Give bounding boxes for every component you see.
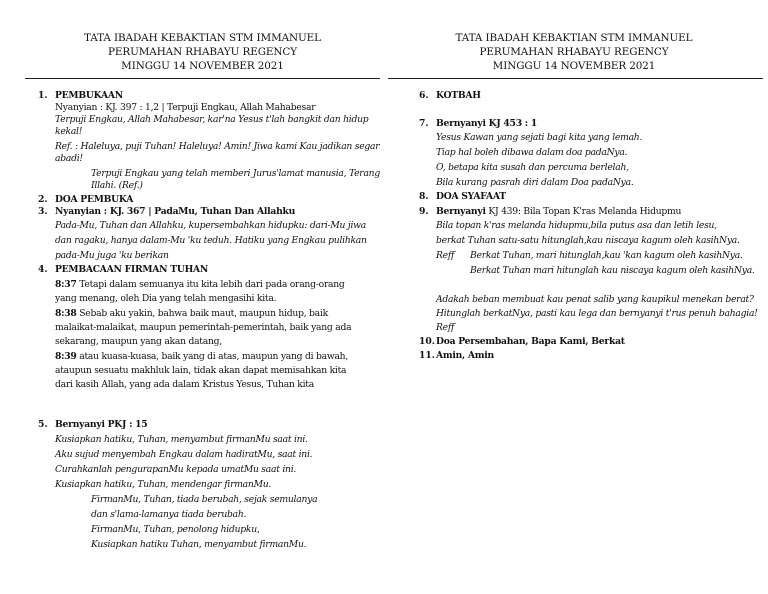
lyric-line: Ref. : Haleluya, puji Tuhan! Haleluya! Amin! Jiwa kami Kau jadikan segar — [55, 141, 380, 152]
lyric-line: Adakah beban membuat kau penat salib yang kaupikul menekan berat? — [436, 294, 754, 305]
right-header — [389, 31, 759, 73]
lyric-line: dan ragaku, hanya dalam-Mu 'ku teduh. Hatiku yang Engkau pulihkan — [55, 235, 367, 246]
verse-number: 8:39 — [55, 351, 77, 362]
item-number: 3. — [38, 206, 48, 217]
lyric-line: pada-Mu juga 'ku berikan — [55, 250, 169, 261]
verse-line — [55, 308, 328, 320]
item-number: 6. — [419, 90, 429, 101]
lyric-line: Terpuji Engkau, Allah Mahabesar, kar'na Yesus t'lah bangkit dan hidup — [55, 114, 369, 125]
refrain-label: Reff — [436, 250, 455, 261]
lyric-line: Illahi. (Ref.) — [91, 180, 143, 191]
verse-text: Sebab aku yakin, bahwa baik maut, maupun hidup, baik — [76, 308, 328, 319]
left-header-rule — [25, 78, 380, 79]
item-number: 9. — [419, 206, 429, 217]
lyric-line: Hitunglah berkatNya, pasti kau lega dan bernyanyi t'rus penuh bahagia! — [436, 308, 758, 319]
lyric-line: Tiap hal boleh dibawa dalam doa padaNya. — [436, 147, 628, 158]
lyric-line: Bila topan k'ras melanda hidupmu,bila putus asa dan letih lesu, — [436, 220, 717, 231]
verse-line: dari kasih Allah, yang ada dalam Kristus Yesus, Tuhan kita — [55, 379, 314, 390]
item-number: 8. — [419, 191, 429, 202]
item-number: 10. — [419, 336, 435, 347]
verse-number: 8:37 — [55, 279, 77, 290]
verse-line: ataupun sesuatu makhluk lain, tidak akan dapat memisahkan kita — [55, 365, 347, 376]
lyric-line: Curahkanlah pengurapanMu kepada umatMu saat ini. — [55, 464, 297, 475]
lyric-line: Kusiapkan hatiku, Tuhan, menyambut firmanMu saat ini. — [55, 434, 308, 445]
right-header-rule — [388, 78, 763, 79]
verse-line: yang menang, oleh Dia yang telah mengasihi kita. — [55, 293, 277, 304]
hymn-title: KJ 439: Bila Topan K'ras Melanda Hidupmu — [485, 206, 682, 217]
lyric-line: kekal! — [55, 126, 83, 137]
lyric-line: Aku sujud menyembah Engkau dalam hadiratMu, saat ini. — [55, 449, 313, 460]
lyric-line: Yesus Kawan yang sejati bagi kita yang lemah. — [436, 132, 643, 143]
item-number: 11. — [419, 350, 435, 361]
verse-text: Tetapi dalam semuanya itu kita lebih dari pada orang-orang — [76, 279, 345, 290]
verse-number: 8:38 — [55, 308, 77, 319]
section-title-bernyanyi-kj439 — [436, 206, 681, 218]
verse-line — [55, 279, 345, 291]
lyric-line: Terpuji Engkau yang telah memberi Jurus'lamat manusia, Terang — [91, 168, 380, 179]
item-number: 4. — [38, 264, 48, 275]
item-number: 1. — [38, 90, 48, 101]
lyric-line: Kusiapkan hatiku Tuhan, menyambut firmanMu. — [91, 539, 307, 550]
item-number: 2. — [38, 194, 48, 205]
item-number: 7. — [419, 118, 429, 129]
section-title-doa-pembuka: DOA PEMBUKA — [55, 194, 134, 205]
lyric-line: FirmanMu, Tuhan, tiada berubah, sejak semulanya — [91, 494, 318, 505]
lyric-line: Bila kurang pasrah diri dalam Doa padaNya. — [436, 177, 634, 188]
lyric-line: abadi! — [55, 153, 83, 164]
lyric-line: Berkat Tuhan, mari hitunglah,kau 'kan kagum oleh kasihNya. — [470, 250, 743, 261]
section-title-doa-syafaat: DOA SYAFAAT — [436, 191, 506, 202]
right-header-line-2: PERUMAHAN RHABAYU REGENCY — [479, 46, 669, 58]
right-header-line-1: TATA IBADAH KEBAKTIAN STM IMMANUEL — [455, 32, 693, 44]
left-header — [25, 31, 380, 73]
lyric-line: Berkat Tuhan mari hitunglah kau niscaya kagum oleh kasihNya. — [470, 265, 755, 276]
section-title-pembukaan: PEMBUKAAN — [55, 90, 123, 101]
verse-line: sekarang, maupun yang akan datang, — [55, 336, 222, 347]
lyric-line: FirmanMu, Tuhan, penolong hidupku, — [91, 524, 260, 535]
section-title-kotbah: KOTBAH — [436, 90, 481, 101]
left-header-line-3: MINGGU 14 NOVEMBER 2021 — [121, 60, 284, 72]
left-header-line-2: PERUMAHAN RHABAYU REGENCY — [108, 46, 297, 58]
lyric-line: dan s'lama-lamanya tiada berubah. — [91, 509, 247, 520]
section-title-bernyanyi-pkj: Bernyanyi PKJ : 15 — [55, 419, 148, 430]
item-number: 5. — [38, 419, 48, 430]
lyric-line: O, betapa kita susah dan percuma berlelah, — [436, 162, 629, 173]
section-title-pembacaan: PEMBACAAN FIRMAN TUHAN — [55, 264, 209, 275]
section-label: Bernyanyi — [436, 206, 486, 217]
verse-line — [55, 351, 348, 363]
lyric-line: berkat Tuhan satu-satu hitunglah,kau niscaya kagum oleh kasihNya. — [436, 235, 740, 246]
right-header-line-3: MINGGU 14 NOVEMBER 2021 — [492, 60, 656, 72]
refrain-label: Reff — [436, 322, 455, 333]
section-title-nyanyian: Nyanyian : KJ. 367 | PadaMu, Tuhan Dan Allahku — [55, 206, 296, 217]
lyric-line: Kusiapkan hatiku, Tuhan, mendengar firmanMu. — [55, 479, 272, 490]
section-title-amin: Amin, Amin — [436, 350, 494, 361]
verse-text: atau kuasa-kuasa, baik yang di atas, maupun yang di bawah, — [76, 351, 349, 362]
verse-line: malaikat-malaikat, maupun pemerintah-pemerintah, baik yang ada — [55, 322, 352, 333]
section-title-bernyanyi-kj453: Bernyanyi KJ 453 : 1 — [436, 118, 538, 129]
section-title-doa-persembahan: Doa Persembahan, Bapa Kami, Berkat — [436, 336, 625, 347]
hymn-line: Nyanyian : KJ. 397 : 1,2 | Terpuji Engkau, Allah Mahabesar — [55, 102, 316, 113]
lyric-line: Pada-Mu, Tuhan dan Allahku, kupersembahkan hidupku: dari-Mu jiwa — [55, 220, 366, 231]
left-header-line-1: TATA IBADAH KEBAKTIAN STM IMMANUEL — [84, 32, 321, 44]
